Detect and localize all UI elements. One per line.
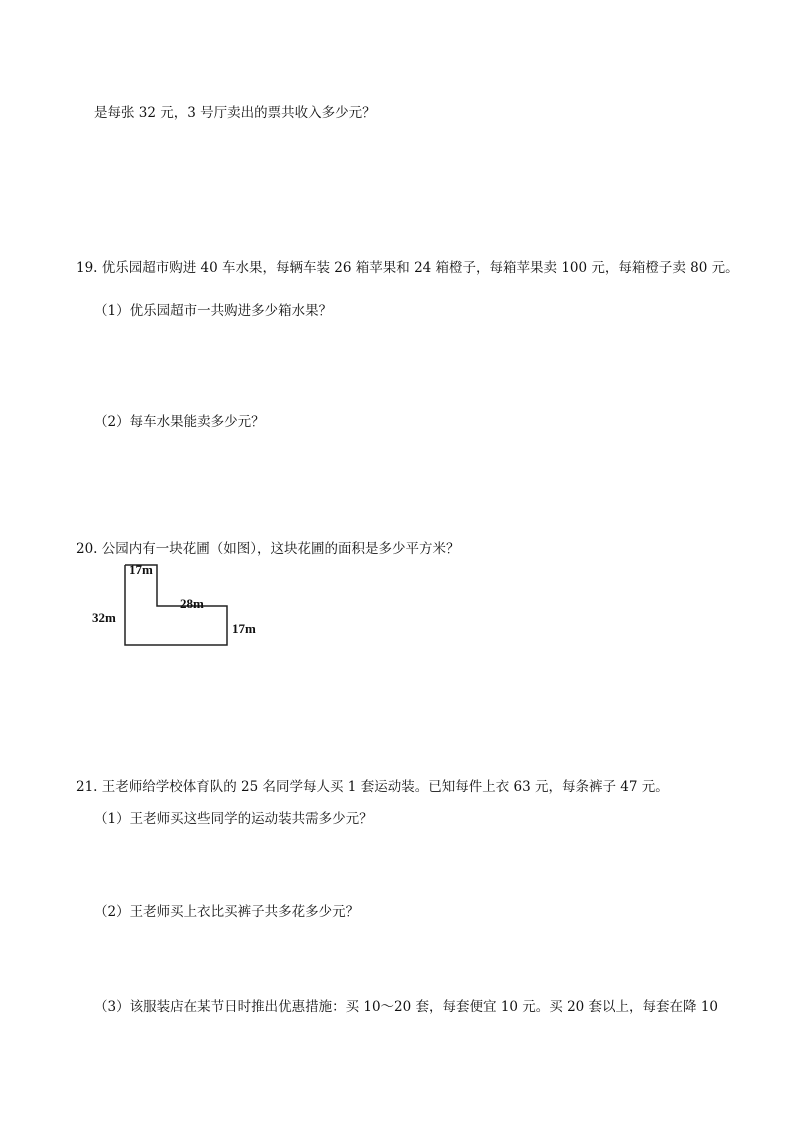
text-line-continuation: 是每张 32 元，3 号厅卖出的票共收入多少元？ [94, 105, 376, 121]
question-21-part-1: （1）王老师买这些同学的运动装共需多少元？ [94, 811, 373, 827]
label-top-width: 17m [129, 562, 153, 577]
question-20: 20. 公园内有一块花圃（如图），这块花圃的面积是多少平方米？ [76, 541, 460, 557]
label-right-height: 17m [232, 621, 256, 636]
question-19-part-2: （2）每车水果能卖多少元？ [94, 414, 265, 430]
label-middle-width: 28m [180, 596, 204, 611]
question-21-part-3: （3）该服装店在某节日时推出优惠措施：买 10～20 套，每套便宜 10 元。买 20 套以上，每套在降 10 [94, 999, 719, 1015]
question-19: 19. 优乐园超市购进 40 车水果，每辆车装 26 箱苹果和 24 箱橙子，每箱苹果卖 100 元，每箱橙子卖 80 元。 [76, 260, 739, 276]
question-19-part-1: （1）优乐园超市一共购进多少箱水果？ [94, 303, 333, 319]
question-21: 21. 王老师给学校体育队的 25 名同学每人买 1 套运动装。已知每件上衣 63 元，每条裤子 47 元。 [76, 779, 669, 795]
label-left-height: 32m [92, 610, 116, 625]
flowerbed-figure [92, 560, 267, 652]
question-21-part-2: （2）王老师买上衣比买裤子共多花多少元？ [94, 904, 360, 920]
